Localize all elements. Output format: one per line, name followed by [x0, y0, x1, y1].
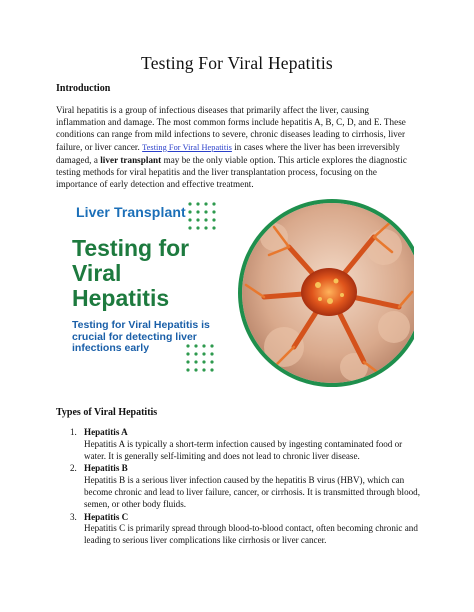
list-item-desc: Hepatitis B is a serious liver infection caused by the hepatitis B virus (HBV), which can become chronic and lead to liver failure, cancer, or cirrhosis. It is transmitted through blood, semen, or other body fluids.: [84, 475, 420, 509]
liver-cell-photo: [234, 197, 414, 387]
page-title: Testing For Viral Hepatitis: [141, 53, 333, 73]
list-number: 3.: [70, 511, 77, 522]
list-item: [56, 463, 420, 510]
list-number: 1.: [70, 427, 77, 437]
list-item-title: Hepatitis B: [84, 463, 128, 474]
list-item-title: Hepatitis A: [84, 427, 128, 437]
intro-text-1: Viral hepatitis is a group of infectious diseases that primarily affect the liver, causing inflammation and damage. The most common forms include hepatitis A, B, C, D, and E. These conditions can range from mild infections to severe, chronic diseases leading to cirrhosis, liver failure, or liver cancer.: [56, 105, 406, 152]
intro-text-3: may be the only viable option. This article explores the diagnostic testing methods for viral hepatitis and the liver transplantation process, focusing on the importance of early detection and effective treatment.: [56, 154, 407, 190]
list-item: [56, 512, 420, 547]
hepatitis-types-list: [56, 427, 420, 548]
intro-heading: Introduction: [56, 83, 111, 94]
banner-headline-line: Testing for: [72, 235, 190, 261]
list-item-desc: Hepatitis C is primarily spread through blood-to-blood contact, often becoming chronic and leading to serious liver complications like cirrhosis or liver cancer.: [84, 523, 418, 546]
list-item: [56, 427, 420, 462]
dot-grid-icon: [186, 200, 226, 234]
intro-text-2: in cases where the liver has been irreversibly damaged, a: [56, 141, 400, 165]
list-number: 2.: [70, 463, 77, 474]
banner-brand: Liver Transplant: [76, 204, 186, 220]
intro-bold-term: liver transplant: [100, 154, 162, 165]
types-heading: Types of Viral Hepatitis: [56, 407, 158, 418]
banner-headline-line: Viral: [72, 260, 122, 286]
banner-headline-line: Hepatitis: [72, 285, 170, 311]
banner-image: [56, 192, 420, 398]
intro-paragraph: [56, 104, 418, 190]
banner-headline: [72, 236, 242, 311]
list-item-desc: Hepatitis A is typically a short-term infection caused by ingesting contaminated food or water. It is generally self-limiting and does not lead to chronic liver disease.: [84, 438, 403, 461]
banner-subtext: Testing for Viral Hepatitis is crucial for detecting liver infections early: [72, 319, 210, 354]
list-item-title: Hepatitis C: [84, 511, 129, 522]
testing-link[interactable]: Testing For Viral Hepatitis: [142, 142, 232, 152]
